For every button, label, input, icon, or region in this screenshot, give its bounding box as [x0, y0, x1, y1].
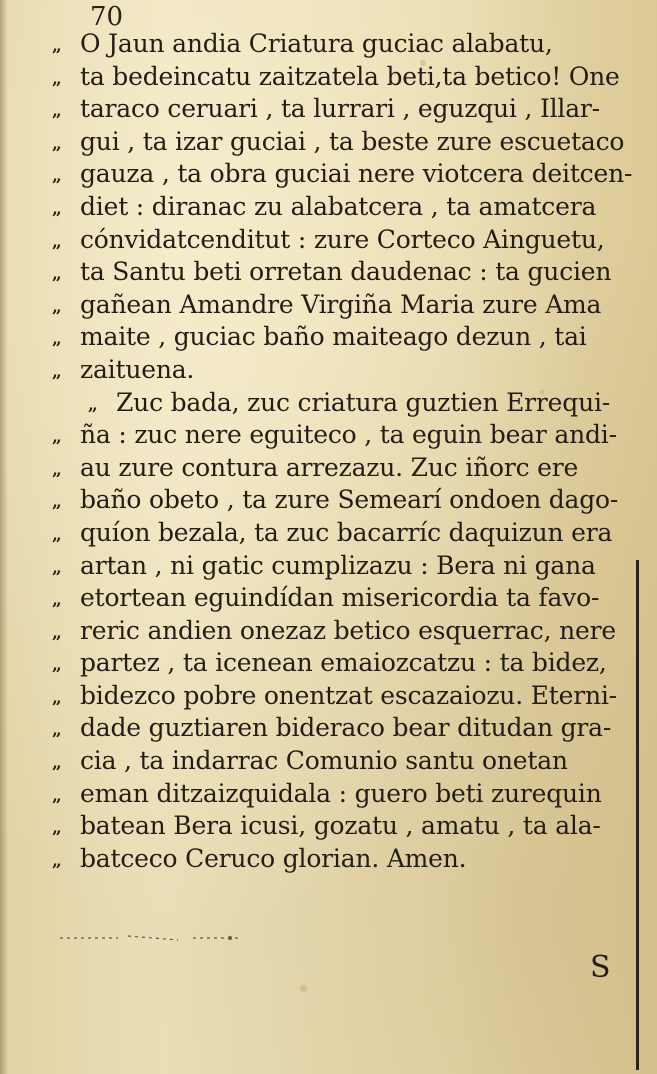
quote-mark: „ [52, 753, 62, 774]
ornamental-rule [58, 930, 458, 946]
text-line [52, 224, 650, 257]
quote-mark: „ [52, 524, 62, 545]
text-line [52, 550, 650, 583]
line-text: diet : diranac zu alabatcera , ta amatcera [80, 191, 597, 221]
line-text: partez , ta icenean emaiozcatzu : ta bidez, [80, 648, 607, 678]
text-line [52, 419, 650, 452]
quote-mark: „ [52, 590, 62, 611]
quote-mark: „ [52, 459, 62, 480]
text-line [52, 191, 650, 224]
text-line [52, 256, 650, 289]
text-line [52, 158, 650, 191]
text-line [52, 810, 650, 843]
line-text: ta bedeincatu zaitzatela beti,ta betico! One [80, 61, 620, 91]
quote-mark: „ [52, 850, 62, 871]
line-text: au zure contura arrezazu. Zuc iñorc ere [80, 452, 579, 482]
line-text: maite , guciac baño maiteago dezun , tai [80, 322, 587, 352]
text-line [52, 484, 650, 517]
page-edge-line [636, 560, 639, 1070]
quote-mark: „ [52, 720, 62, 741]
line-text: ta Santu beti orretan daudenac : ta gucien [80, 257, 612, 287]
line-text: dade guztiaren bideraco bear ditudan gra- [80, 713, 612, 743]
line-text: cia , ta indarrac Comunio santu onetan [80, 746, 568, 776]
line-text: ña : zuc nere eguiteco , ta eguin bear andi- [80, 420, 617, 450]
line-text: reric andien onezaz betico esquerrac, nere [80, 615, 616, 645]
line-text: gauza , ta obra guciai nere viotcera deitcen- [80, 159, 633, 189]
quote-mark: „ [52, 687, 62, 708]
text-line [52, 321, 650, 354]
line-text: Zuc bada, zuc criatura guztien Errequi- [116, 387, 611, 417]
text-line [52, 647, 650, 680]
text-line [52, 843, 650, 876]
line-text: taraco ceruari , ta lurrari , eguzqui , Illar- [80, 94, 600, 124]
quote-mark: „ [88, 394, 98, 415]
quote-mark: „ [52, 296, 62, 317]
text-line [52, 93, 650, 126]
line-text: etortean eguindídan misericordia ta favo- [80, 583, 600, 613]
text-line [52, 289, 650, 322]
text-body [52, 28, 650, 875]
line-text: bidezco pobre onentzat escazaiozu. Eterni- [80, 680, 617, 710]
line-text: gañean Amandre Virgiña Maria zure Ama [80, 289, 602, 319]
quote-mark: „ [52, 361, 62, 382]
quote-mark: „ [52, 166, 62, 187]
line-text: zaituena. [80, 354, 195, 384]
quote-mark: „ [52, 622, 62, 643]
quote-mark: „ [52, 264, 62, 285]
quote-mark: „ [52, 655, 62, 676]
text-line [52, 778, 650, 811]
quote-mark: „ [52, 133, 62, 154]
line-text: batceco Ceruco glorian. Amen. [80, 843, 467, 873]
line-text: baño obeto , ta zure Semearí ondoen dago- [80, 485, 619, 515]
quote-mark: „ [52, 36, 62, 56]
quote-mark: „ [52, 785, 62, 806]
text-line [52, 61, 650, 94]
line-text: gui , ta izar guciai , ta beste zure escuetaco [80, 126, 625, 156]
text-line [52, 28, 650, 61]
quote-mark: „ [52, 427, 62, 448]
line-text: batean Bera icusi, gozatu , amatu , ta ala- [80, 811, 601, 841]
quote-mark: „ [52, 329, 62, 350]
quote-mark: „ [52, 231, 62, 252]
quote-mark: „ [52, 198, 62, 219]
catchword: S [590, 950, 611, 985]
binding-shadow [0, 0, 8, 1074]
text-line [52, 745, 650, 778]
line-text: artan , ni gatic cumplizazu : Bera ni gana [80, 550, 596, 580]
text-line [52, 680, 650, 713]
text-line [52, 452, 650, 485]
quote-mark: „ [52, 68, 62, 89]
text-line [52, 387, 650, 420]
quote-mark: „ [52, 818, 62, 839]
line-text: cónvidatcenditut : zure Corteco Ainguetu, [80, 224, 605, 254]
quote-mark: „ [52, 492, 62, 513]
text-line [52, 126, 650, 159]
text-line [52, 517, 650, 550]
quote-mark: „ [52, 101, 62, 122]
text-line [52, 582, 650, 615]
line-text: eman ditzaizquidala : guero beti zurequin [80, 778, 602, 808]
quote-mark: „ [52, 557, 62, 578]
line-text: O Jaun andia Criatura guciac alabatu, [80, 29, 553, 58]
text-line [52, 712, 650, 745]
page-number: 70 [90, 2, 124, 32]
paper-spot [300, 985, 307, 992]
text-line [52, 615, 650, 648]
line-text: quíon bezala, ta zuc bacarríc daquizun era [80, 517, 613, 547]
text-line [52, 354, 650, 387]
